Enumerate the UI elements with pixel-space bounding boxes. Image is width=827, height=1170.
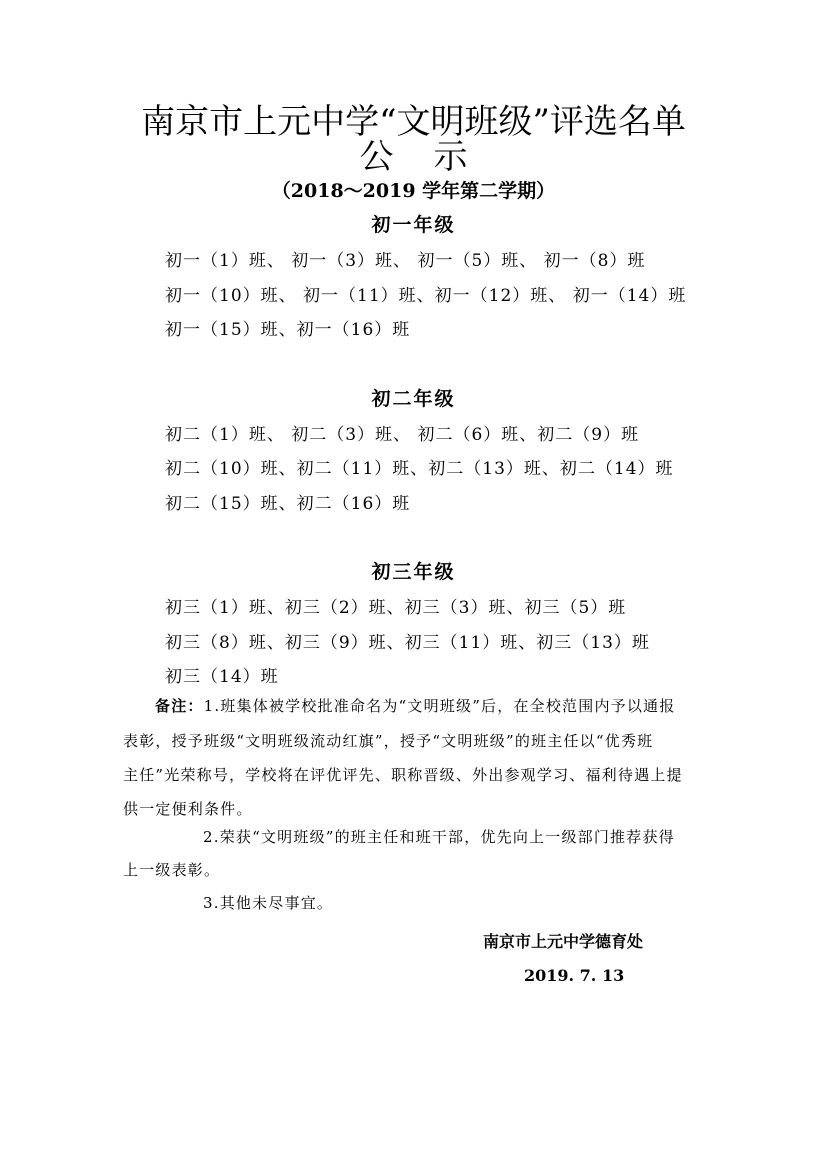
class-line: 初三（8）班、初三（9）班、初三（11）班、初三（13）班 — [165, 633, 650, 653]
page-subtitle: 公示 — [359, 137, 508, 177]
note-line: 上一级表彰。 — [123, 861, 221, 879]
note-line: 表彰，授予班级“文明班级流动红旗”，授予“文明班级”的班主任以“优秀班 — [123, 732, 654, 750]
note-line: 主任”光荣称号，学校将在评优评先、职称晋级、外出参观学习、福利待遇上提 — [123, 766, 683, 784]
grade-heading-3: 初三年级 — [371, 561, 456, 583]
signature-date: 2019. 7. 13 — [524, 966, 625, 985]
class-line: 初二（1）班、 初二（3）班、 初二（6）班、初二（9）班 — [165, 425, 640, 445]
grade-heading-2: 初二年级 — [371, 388, 456, 410]
note-label: 备注： — [155, 697, 204, 715]
class-line: 初三（14）班 — [165, 667, 279, 687]
class-line: 初一（1）班、 初一（3）班、 初一（5）班、 初一（8）班 — [165, 251, 646, 271]
grade-heading-1: 初一年级 — [371, 214, 456, 236]
class-line: 初二（10）班、初二（11）班、初二（13）班、初二（14）班 — [165, 459, 674, 479]
page-title: 南京市上元中学“文明班级”评选名单 — [141, 102, 686, 142]
class-line: 初三（1）班、初三（2）班、初三（3）班、初三（5）班 — [165, 598, 627, 618]
note-line: 2.荣获“文明班级”的班主任和班干部，优先向上一级部门推荐获得 — [203, 828, 675, 846]
note-line: 供一定便利条件。 — [123, 800, 253, 818]
signature-org: 南京市上元中学德育处 — [483, 932, 644, 951]
note-line: 备注：1.班集体被学校批准命名为“文明班级”后，在全校范围内予以通报 — [155, 697, 676, 715]
class-line: 初一（15）班、初一（16）班 — [165, 320, 411, 340]
term-label: （2018～2019 学年第二学期） — [271, 180, 556, 202]
class-line: 初一（10）班、 初一（11）班、初一（12）班、 初一（14）班 — [165, 286, 687, 306]
class-line: 初二（15）班、初二（16）班 — [165, 494, 411, 514]
note-line: 3.其他未尽事宜。 — [203, 894, 334, 912]
